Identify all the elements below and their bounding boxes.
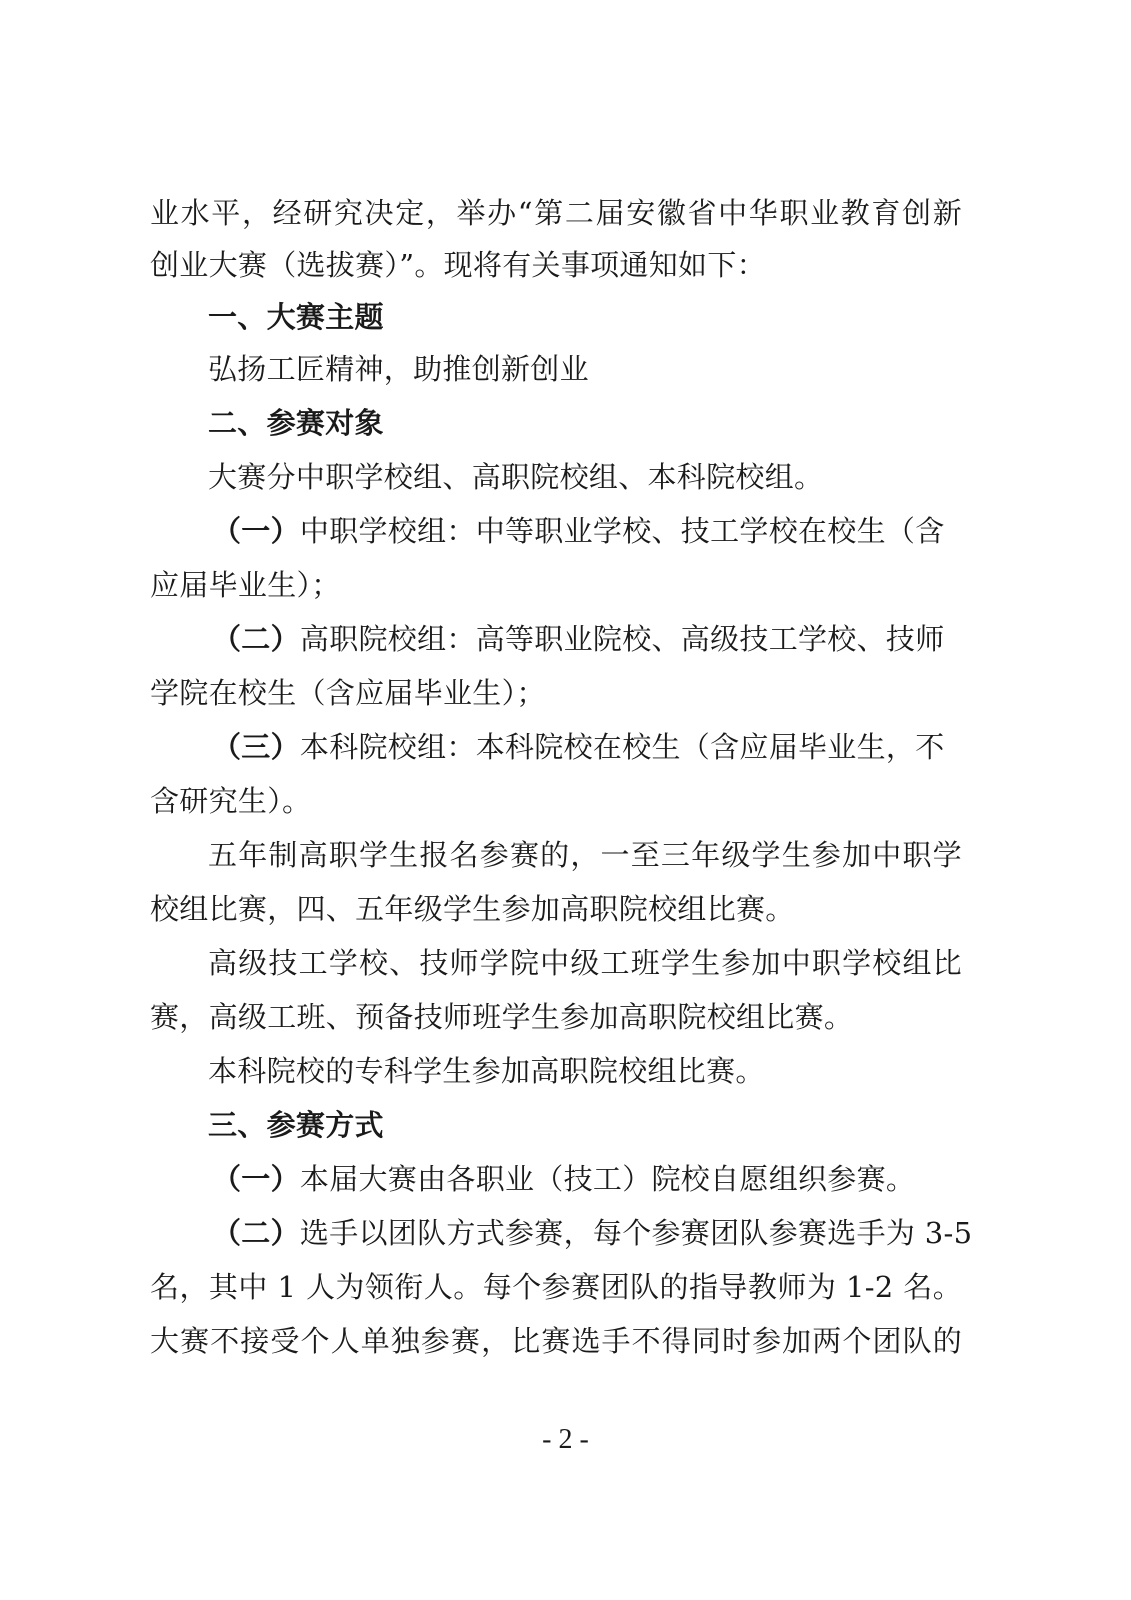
list-item-line	[212, 511, 962, 551]
body-line: 大赛分中职学校组、高职院校组、本科院校组。	[208, 460, 824, 494]
list-marker: （一）	[212, 514, 300, 548]
list-item-line	[212, 1159, 962, 1199]
list-item-text: 本届大赛由各职业（技工）院校自愿组织参赛。	[299, 1162, 916, 1196]
list-marker: （三）	[212, 730, 300, 764]
body-line: 名，其中 1 人为领衔人。每个参赛团队的指导教师为 1-2 名。	[150, 1270, 962, 1304]
body-line: 校组比赛，四、五年级学生参加高职院校组比赛。	[150, 892, 795, 926]
body-line: 高级技工学校、技师学院中级工班学生参加中职学校组比	[208, 946, 962, 980]
list-item-text: 本科院校组：本科院校在校生（含应届毕业生，不	[299, 730, 945, 764]
page-number: - 2 -	[542, 1424, 589, 1455]
body-line: 本科院校的专科学生参加高职院校组比赛。	[208, 1054, 765, 1088]
list-item-line	[212, 1213, 973, 1253]
body-line: 学院在校生（含应届毕业生）；	[150, 676, 546, 710]
body-line: 业水平，经研究决定，举办“第二届安徽省中华职业教育创新	[150, 196, 962, 230]
section-heading-method: 三、参赛方式	[208, 1108, 384, 1142]
body-line: 创业大赛（选拔赛）”。现将有关事项通知如下：	[150, 248, 766, 282]
list-item-line	[212, 727, 962, 767]
list-item-text: 高职院校组：高等职业院校、高级技工学校、技师	[299, 622, 945, 656]
body-line: 五年制高职学生报名参赛的，一至三年级学生参加中职学	[208, 838, 962, 872]
section-heading-participants: 二、参赛对象	[208, 406, 384, 440]
list-marker: （二）	[212, 1216, 300, 1250]
list-item-line	[212, 619, 962, 659]
list-marker: （二）	[212, 622, 300, 656]
body-line: 赛，高级工班、预备技师班学生参加高职院校组比赛。	[150, 1000, 854, 1034]
list-marker: （一）	[212, 1162, 300, 1196]
list-item-text: 选手以团队方式参赛，每个参赛团队参赛选手为 3-5	[299, 1216, 973, 1250]
section-heading-theme: 一、大赛主题	[208, 300, 384, 334]
body-line: 含研究生）。	[150, 784, 312, 818]
body-line: 弘扬工匠精神，助推创新创业	[208, 352, 589, 386]
list-item-text: 中职学校组：中等职业学校、技工学校在校生（含	[299, 514, 945, 548]
body-line: 大赛不接受个人单独参赛，比赛选手不得同时参加两个团队的	[150, 1324, 962, 1358]
body-line: 应届毕业生）；	[150, 568, 341, 602]
